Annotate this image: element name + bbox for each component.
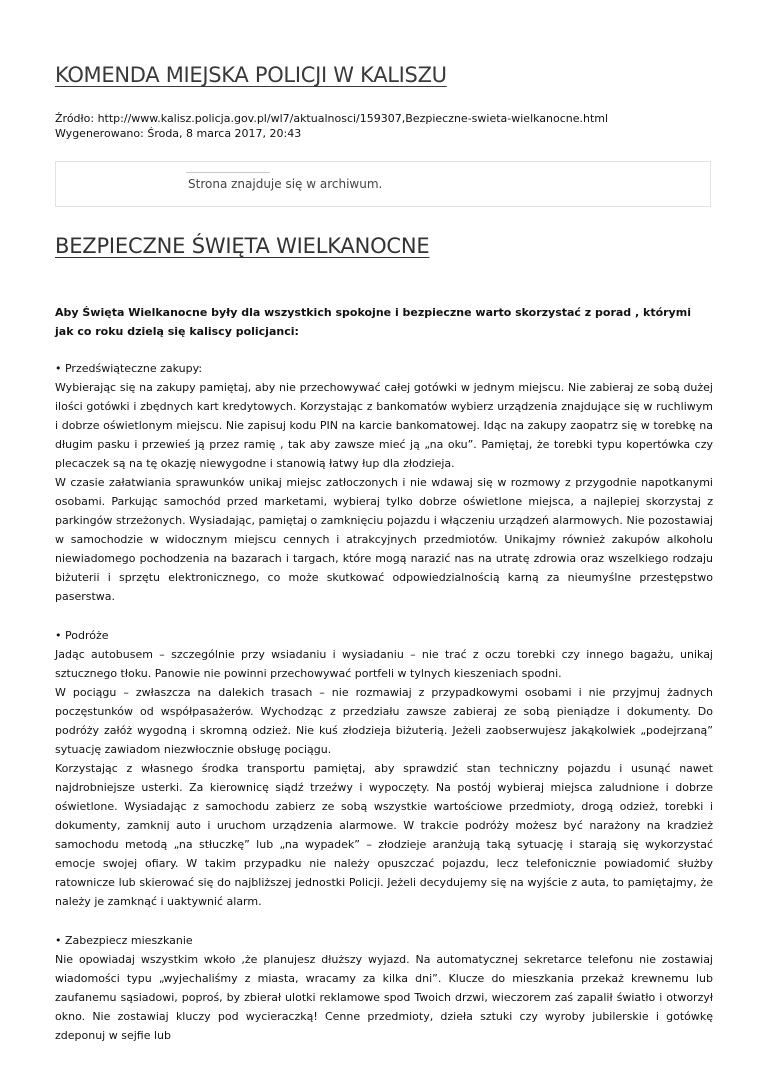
paragraph: W czasie załatwiania sprawunków unikaj miejsc zatłoczonych i nie wdawaj się w rozmowy z przygodnie napotkanymi osobami. Parkując samochód przed marketami, wybieraj tylko dobrze oświetlone miejsca, a najlepiej skorzystaj z parkingów strzeżonych. Wysiadając, pamiętaj o zamknięciu pojazdu i włączeniu urządzeń alarmowych. Nie pozostawiaj w samochodzie w widocznym miejscu cennych i atrakcyjnych przedmiotów. Unikajmy również zakupów alkoholu niewiadomego pochodzenia na bazarach i targach, które mogą narazić nas na utratę zdrowia oraz wszelkiego rodzaju biżuterii i sprzętu elektronicznego, co może skutkować odpowiedzialnością karną za nieumyślne przestępstwo paserstwa. [55, 476, 713, 603]
generated-line: Wygenerowano: Środa, 8 marca 2017, 20:43 [55, 127, 302, 140]
document-meta [55, 111, 608, 141]
paragraph: Wybierając się na zakupy pamiętaj, aby nie przechowywać całej gotówki w jednym miejscu. Nie zabieraj ze sobą dużej ilości gotówki i zbędnych kart kredytowych. Korzystając z bankomatów wybierz urządzenia znajdujące się w ruchliwym i dobrze oświetlonym miejscu. Nie zapisuj kodu PIN na karcie bankomatowej. Idąc na zakupy zaopatrz się w torebkę na długim pasku i przewieś ją przez ramię , tak aby zawsze mieć ją „na oku”. Pamiętaj, że torebki typu kopertówka czy plecaczek są na tę okazję niewygodne i stanowią łatwy łup dla złodzieja. [55, 381, 713, 470]
archive-notice: Strona znajduje się w archiwum. [188, 177, 383, 191]
paragraph: Korzystając z własnego środka transportu pamiętaj, aby sprawdzić stan techniczny pojazdu i usunąć nawet najdrobniejsze usterki. Za kierownicę siądź trzeźwy i wypoczęty. Na postój wybieraj miejsca zaludnione i dobrze oświetlone. Wysiadając z samochodu zabierz ze sobą wszystkie wartościowe przedmioty, drogą odzież, torebki i dokumenty, zamknij auto i uruchom urządzenia alarmowe. W trakcie podróży możesz być narażony na kradzież samochodu metodą „na stłuczkę” lub „na wypadek” – złodzieje aranżują taką sytuację i starają się wykorzystać emocje swojej ofiary. W takim przypadku nie należy opuszczać pojazdu, lecz telefonicznie powiadomić służby ratownicze lub skierować się do najbliższej jednostki Policji. Jeżeli decydujemy się na wyjście z auta, to pamiętajmy, że należy je zamknąć i uaktywnić alarm. [55, 762, 713, 908]
site-title[interactable]: KOMENDA MIEJSKA POLICJI W KALISZU [55, 63, 447, 87]
article-body [55, 303, 713, 1065]
section-heading: • Zabezpiecz mieszkanie [55, 934, 193, 947]
paragraph: Nie opowiadaj wszystkim wkoło ,że planujesz dłuższy wyjazd. Na automatycznej sekretarce telefonu nie zostawiaj wiadomości typu „wyjechaliśmy z miasta, wracamy za kilka dni”. Klucze do mieszkania przekaż krewnemu lub zaufanemu sąsiadowi, poproś, by zbierał ulotki reklamowe spod Twoich drzwi, wieczorem zaś zapalił światło i otworzył okno. Nie zostawiaj kluczy pod wycieraczką! Cenne przedmioty, dzieła sztuki czy wyroby jubilerskie i gotówkę zdeponuj w sejfie lub [55, 953, 713, 1042]
section-heading: • Przedświąteczne zakupy: [55, 362, 203, 375]
paragraph: W pociągu – zwłaszcza na dalekich trasach – nie rozmawiaj z przypadkowymi osobami i nie przyjmuj żadnych poczęstunków od współpasażerów. Wychodząc z przedziału zawsze zabieraj ze sobą pieniądze i dokumenty. Do podróży załóż wygodną i skromną odzież. Nie kuś złodzieja biżuterią. Jeżeli zaobserwujesz jakąkolwiek „podejrzaną” sytuację zawiadom niezwłocznie obsługę pociągu. [55, 686, 713, 756]
section-shopping [55, 359, 713, 606]
section-heading: • Podróże [55, 629, 109, 642]
archive-divider [186, 172, 270, 173]
paragraph: Jadąc autobusem – szczególnie przy wsiadaniu i wysiadaniu – nie trać z oczu torebki czy innego bagażu, unikaj sztucznego tłoku. Panowie nie powinni przechowywać portfeli w tylnych kieszeniach spodni. [55, 648, 713, 680]
article-lead: Aby Święta Wielkanocne były dla wszystkich spokojne i bezpieczne warto skorzystać z porad , którymi jak co roku dzielą się kaliscy policjanci: [55, 306, 691, 338]
section-home-security [55, 931, 713, 1045]
section-travel [55, 626, 713, 911]
archive-notice-box [55, 161, 711, 207]
article-title[interactable]: BEZPIECZNE ŚWIĘTA WIELKANOCNE [55, 234, 430, 258]
source-line: Źródło: http://www.kalisz.policja.gov.pl/wl7/aktualnosci/159307,Bezpieczne-swieta-wielkanocne.html [55, 112, 609, 125]
